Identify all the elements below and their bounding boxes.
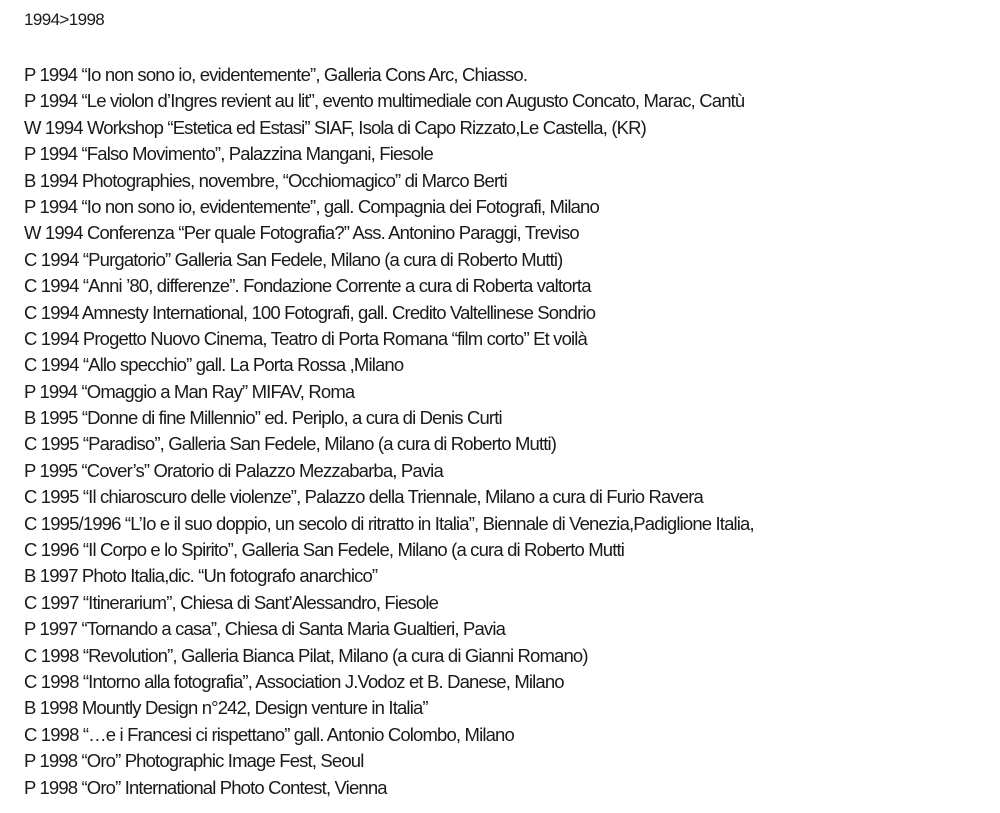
list-item: C 1995/1996 “L’Io e il suo doppio, un secolo di ritratto in Italia”, Biennale di Venezia,Padiglione Italia, [24, 512, 754, 534]
list-item: P 1994 “Omaggio a Man Ray” MIFAV, Roma [24, 380, 355, 402]
list-item: B 1995 “Donne di fine Millennio” ed. Periplo, a cura di Denis Curti [24, 407, 502, 429]
list-item: W 1994 Workshop “Estetica ed Estasi” SIAF, Isola di Capo Rizzato,Le Castella, (KR) [24, 116, 646, 138]
list-item: P 1994 “Io non sono io, evidentemente”, Galleria Cons Arc, Chiasso. [24, 64, 528, 85]
list-item: W 1994 Conferenza “Per quale Fotografia?” Ass. Antonino Paraggi, Treviso [24, 222, 579, 244]
list-item: C 1994 “Allo specchio” gall. La Porta Rossa ,Milano [24, 354, 404, 376]
list-item: P 1998 “Oro” International Photo Contest, Vienna [24, 776, 387, 798]
entries-list [24, 62, 984, 801]
list-item: C 1995 “Il chiaroscuro delle violenze”, Palazzo della Triennale, Milano a cura di Furio Ravera [24, 486, 703, 508]
list-item: B 1998 Mountly Design n°242, Design venture in Italia” [24, 697, 428, 719]
list-item: P 1994 “Io non sono io, evidentemente”, gall. Compagnia dei Fotografi, Milano [24, 195, 599, 217]
list-item: C 1994 Progetto Nuovo Cinema, Teatro di Porta Romana “film corto” Et voilà [24, 327, 587, 349]
list-item: B 1997 Photo Italia,dic. “Un fotografo anarchico” [24, 565, 378, 587]
list-item: C 1995 “Paradiso”, Galleria San Fedele, Milano (a cura di Roberto Mutti) [24, 433, 557, 455]
list-item: P 1994 “Falso Movimento”, Palazzina Mangani, Fiesole [24, 143, 433, 165]
list-item: C 1994 “Anni ’80, differenze”. Fondazione Corrente a cura di Roberta valtorta [24, 275, 591, 297]
list-item: C 1998 “Intorno alla fotografia”, Association J.Vodoz et B. Danese, Milano [24, 670, 564, 692]
list-item: P 1997 “Tornando a casa”, Chiesa di Santa Maria Gualtieri, Pavia [24, 618, 506, 640]
list-item: C 1994 Amnesty International, 100 Fotografi, gall. Credito Valtellinese Sondrio [24, 301, 596, 323]
list-item: P 1995 “Cover’s” Oratorio di Palazzo Mezzabarba, Pavia [24, 459, 443, 481]
list-item: P 1994 “Le violon d’Ingres revient au lit”, evento multimediale con Augusto Concato, Marac, Cantù [24, 90, 745, 112]
list-item: C 1998 “Revolution”, Galleria Bianca Pilat, Milano (a cura di Gianni Romano) [24, 644, 588, 666]
list-item: C 1996 “Il Corpo e lo Spirito”, Galleria San Fedele, Milano (a cura di Roberto Mutti [24, 539, 625, 561]
list-item: P 1998 “Oro” Photographic Image Fest, Seoul [24, 750, 364, 772]
list-item: C 1998 “…e i Francesi ci rispettano” gall. Antonio Colombo, Milano [24, 723, 514, 745]
list-item: C 1994 “Purgatorio” Galleria San Fedele, Milano (a cura di Roberto Mutti) [24, 248, 563, 270]
list-item: C 1997 “Itinerarium”, Chiesa di Sant’Alessandro, Fiesole [24, 591, 439, 613]
list-item: B 1994 Photographies, novembre, “Occhiomagico” di Marco Berti [24, 169, 507, 191]
period-heading: 1994>1998 [24, 10, 105, 29]
exhibition-list-page [24, 10, 984, 801]
